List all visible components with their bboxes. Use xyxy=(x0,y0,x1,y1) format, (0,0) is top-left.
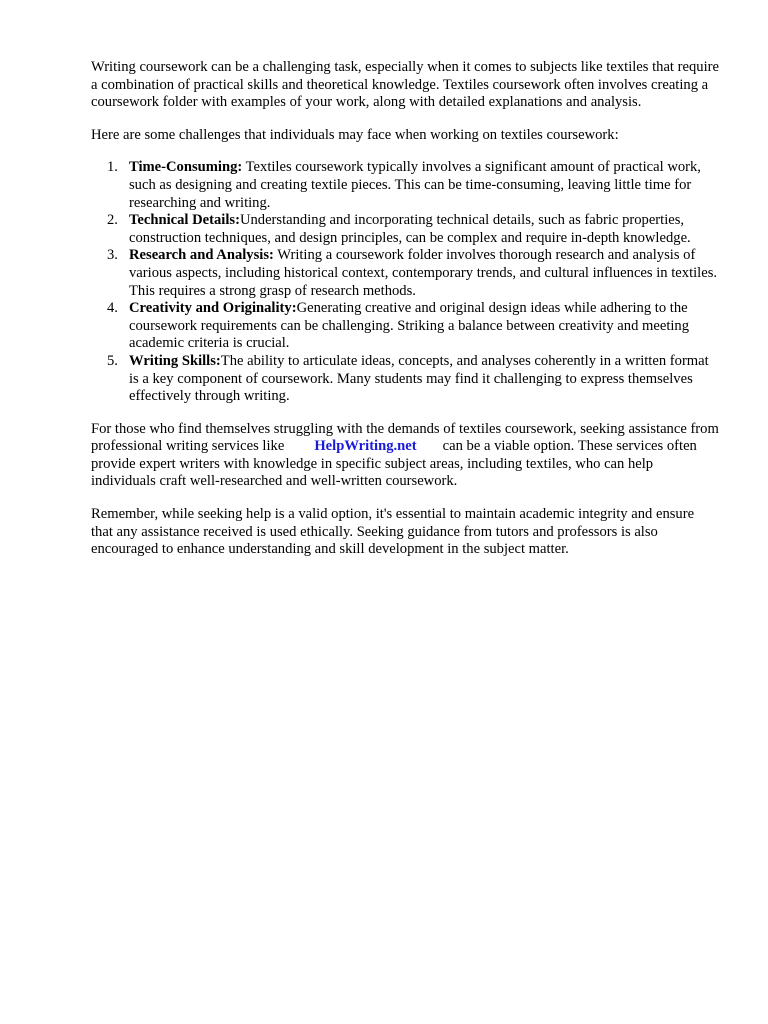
list-item xyxy=(91,159,719,212)
list-item-number: 5. xyxy=(107,352,118,369)
list-item-number: 2. xyxy=(107,212,118,229)
list-item xyxy=(91,300,719,353)
list-item-number: 4. xyxy=(107,300,118,317)
intro-paragraph: Writing coursework can be a challenging task, especially when it comes to subjects like textiles that require a combination of practical skills and theoretical knowledge. Textiles coursework often involves creating a coursework folder with examples of your work, along with detailed explanations and analysis. xyxy=(91,59,719,111)
help-text-after: can be a viable option. These services often provide expert writers with knowledge in specific subject areas, including textiles, who can help individuals craft well-researched and well-written coursework. xyxy=(91,438,697,490)
list-item-term: Writing Skills: xyxy=(129,352,221,369)
closing-paragraph: Remember, while seeking help is a valid option, it's essential to maintain academic integrity and ensure that any assistance received is used ethically. Seeking guidance from tutors and professors is also encouraged to enhance understanding and skill development in the subject matter. xyxy=(91,506,695,558)
help-paragraph xyxy=(91,421,719,491)
list-item-text: Textiles coursework typically involves a significant amount of practical work, such as designing and creating textile pieces. This can be time-consuming, leaving little time for researching and writing. xyxy=(129,159,701,211)
list-item-term: Time-Consuming: xyxy=(129,159,243,176)
list-item-term: Technical Details: xyxy=(129,212,240,229)
list-item-number: 1. xyxy=(107,159,118,176)
challenges-list xyxy=(91,159,719,405)
list-item xyxy=(91,247,719,300)
list-item xyxy=(91,212,719,247)
list-item-term: Research and Analysis: xyxy=(129,247,274,264)
list-item-term: Creativity and Originality: xyxy=(129,300,297,317)
list-item-text: The ability to articulate ideas, concepts, and analyses coherently in a written format is a key component of coursework. Many students may find it challenging to express themselves effectively through writing. xyxy=(129,352,709,405)
challenges-lead-paragraph: Here are some challenges that individuals may face when working on textiles coursework: xyxy=(91,126,619,143)
list-item-number: 3. xyxy=(107,247,118,264)
helpwriting-link[interactable]: HelpWriting.net xyxy=(314,438,417,455)
help-text-before: For those who find themselves struggling with the demands of textiles coursework, seeking assistance from professional writing services like xyxy=(91,420,719,455)
document-page xyxy=(91,59,719,574)
list-item-text: Generating creative and original design ideas while adhering to the coursework requirements can be challenging. Striking a balance between creativity and meeting academic criteria is crucial. xyxy=(129,300,690,352)
list-item-text: Understanding and incorporating technical details, such as fabric properties, construction techniques, and design principles, can be complex and require in-depth knowledge. xyxy=(129,212,691,246)
list-item-text: Writing a coursework folder involves thorough research and analysis of various aspects, including historical context, contemporary trends, and cultural influences in textiles. This requires a strong grasp of research methods. xyxy=(129,247,718,299)
list-item xyxy=(91,353,719,406)
